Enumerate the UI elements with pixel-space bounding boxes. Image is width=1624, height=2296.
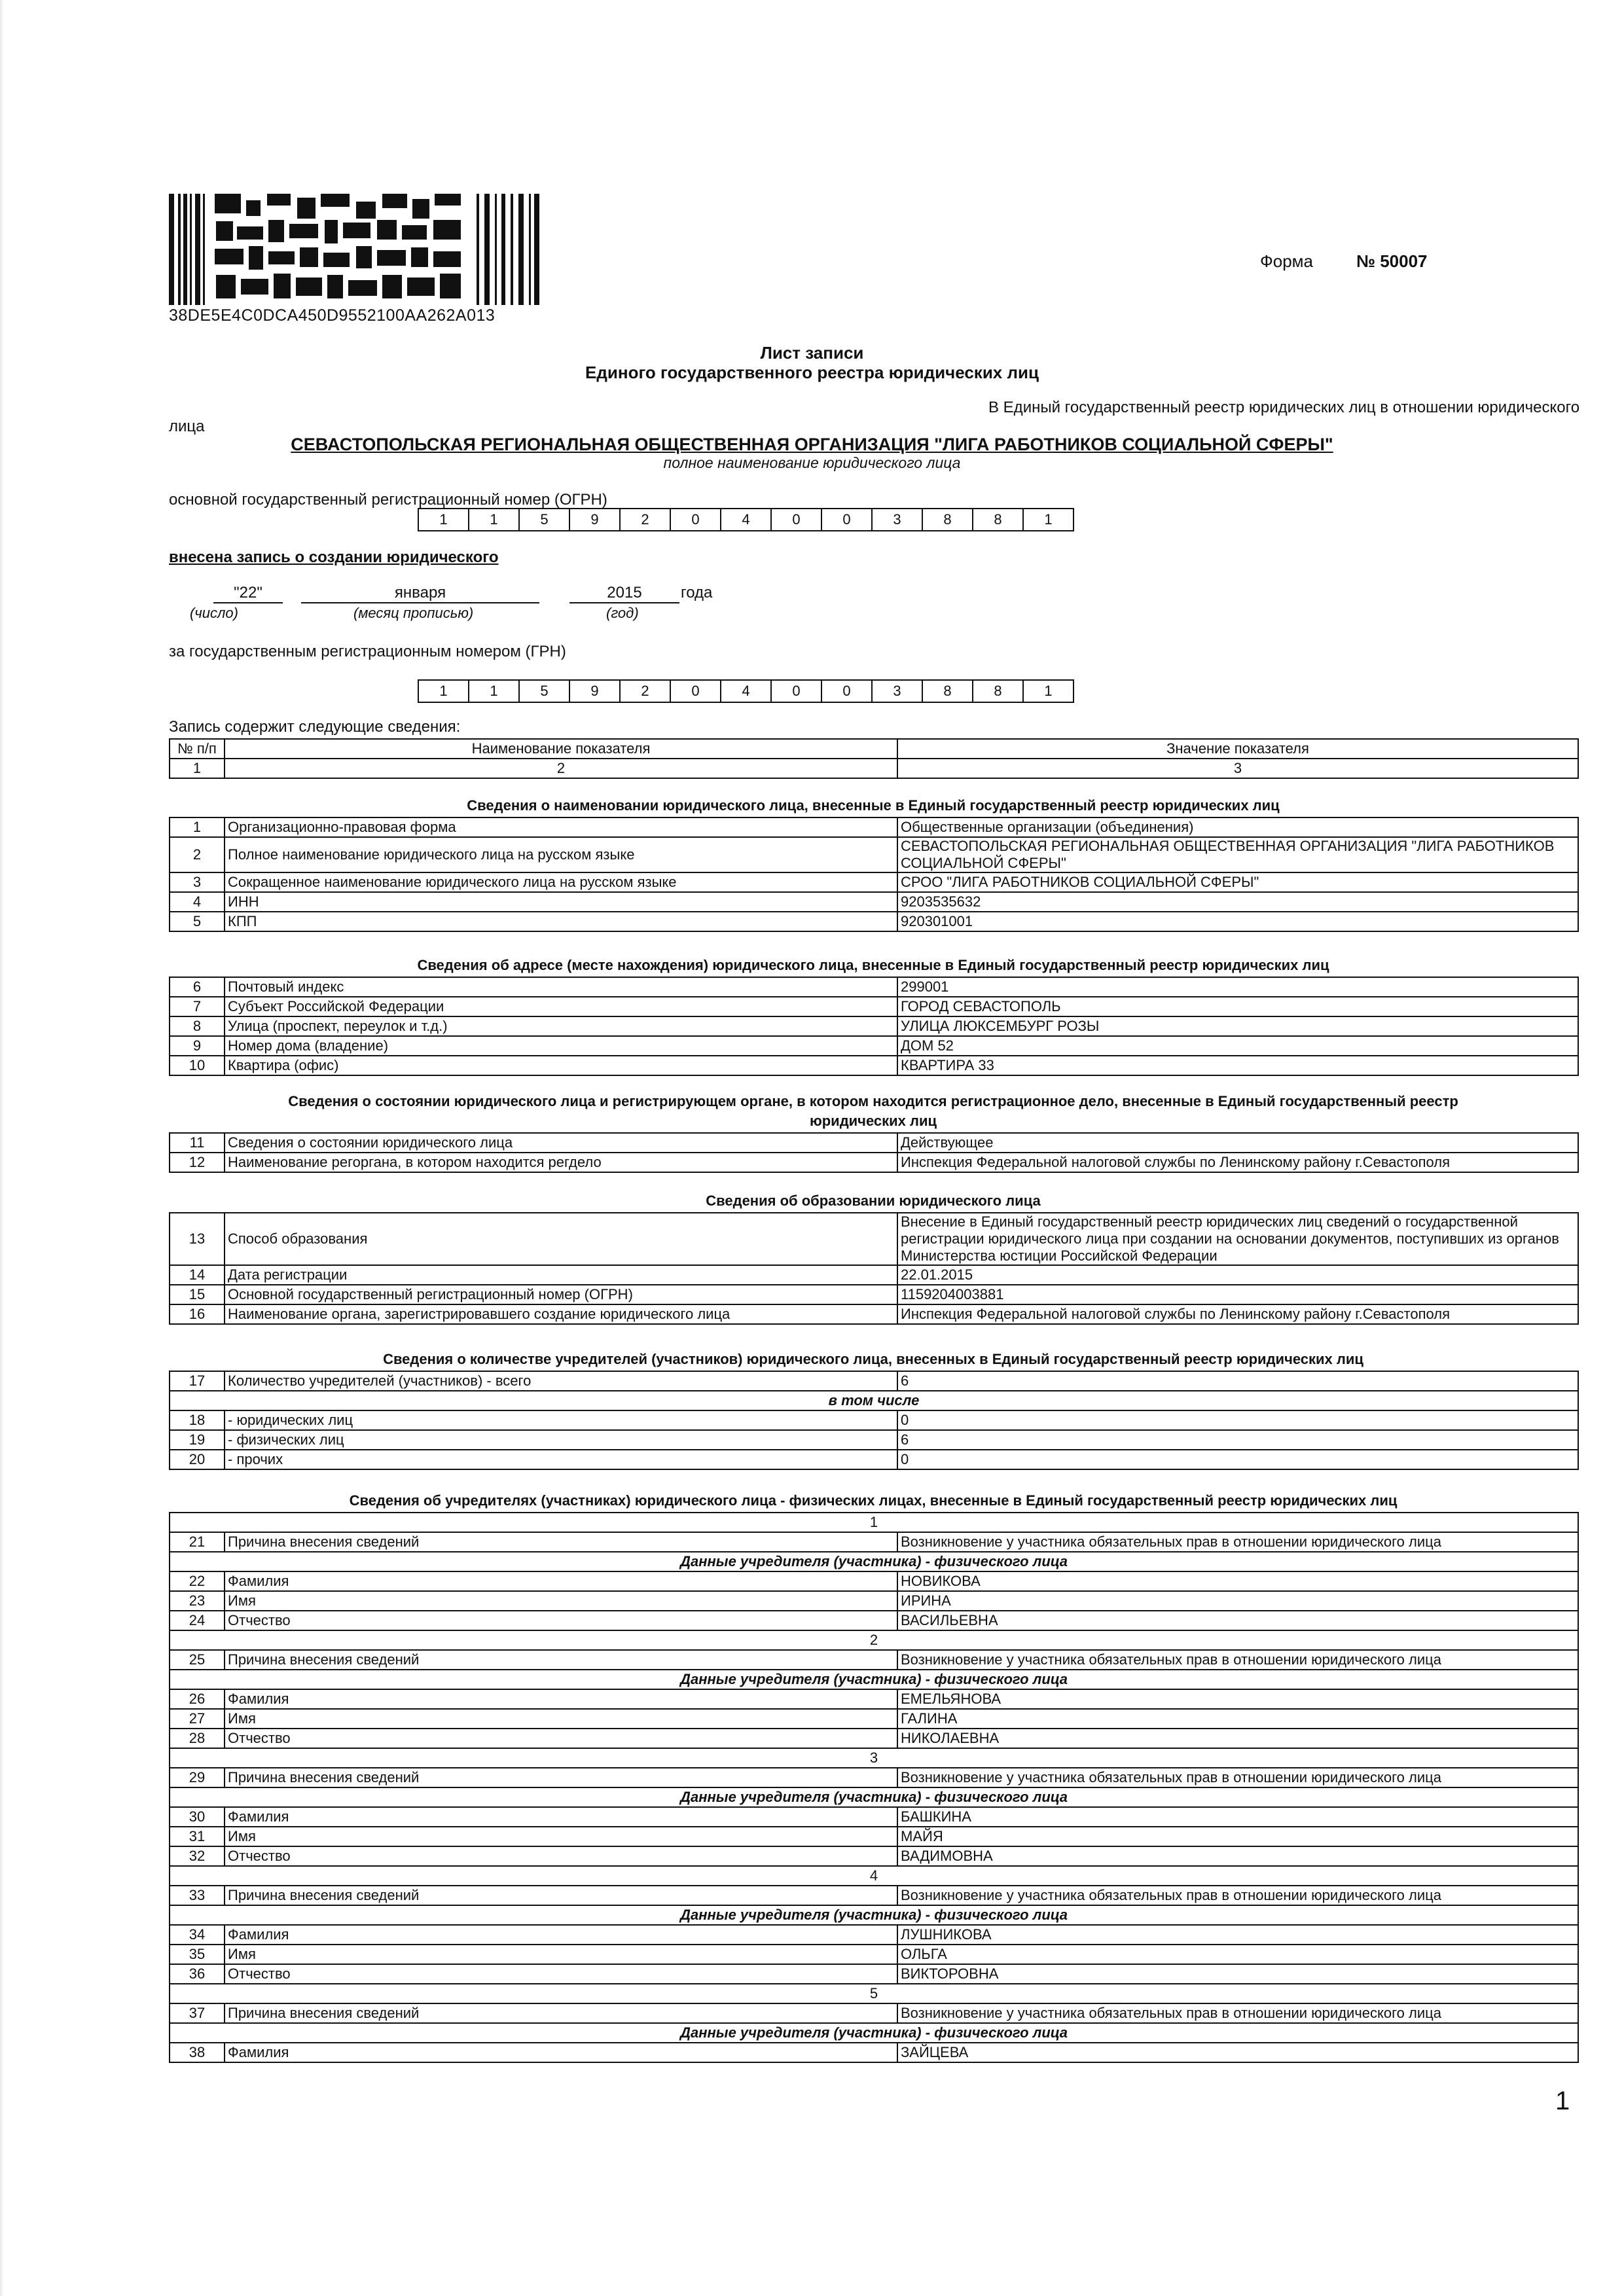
row-number: 17 [170,1371,225,1391]
founder-patronymic: ВАСИЛЬЕВНА [897,1611,1578,1630]
table-row [170,977,1578,997]
record-month: января [301,584,539,603]
table-row [170,2043,1578,2062]
founder-group-number: 3 [170,1748,1578,1768]
row-name: Имя [225,1945,897,1964]
table-row [170,892,1578,912]
month-caption: (месяц прописью) [353,605,474,621]
header-col-number: № п/п [170,739,225,759]
header-num-1: 1 [170,759,225,778]
row-name: Причина внесения сведений [225,2003,897,2023]
table-row [170,1532,1578,1552]
row-name: - прочих [225,1450,897,1469]
table-row [170,1768,1578,1787]
section-title-status-continued: юридических лиц [809,1113,937,1129]
ogrn-digit: 0 [822,509,873,530]
row-name: Субъект Российской Федерации [225,997,897,1016]
grn-digit: 0 [772,681,822,702]
row-value: 22.01.2015 [897,1265,1578,1285]
founder-patronymic: ВИКТОРОВНА [897,1964,1578,1984]
record-title: внесена запись о создании юридического [169,548,499,566]
organization-caption: полное наименование юридического лица [663,454,961,471]
record-year: 2015 [569,584,679,603]
header-col-name: Наименование показателя [225,739,897,759]
row-name: Количество учредителей (участников) - всего [225,1371,897,1391]
row-number: 12 [170,1153,225,1172]
table-row [170,1371,1578,1391]
row-number: 27 [170,1709,225,1729]
row-value: Инспекция Федеральной налоговой службы по Ленинскому району г.Севастополя [897,1153,1578,1172]
name-table [169,817,1579,932]
founder-subheader: Данные учредителя (участника) - физического лица [170,2023,1578,2043]
row-number: 18 [170,1410,225,1430]
row-value: 299001 [897,977,1578,997]
founder-group-number: 4 [170,1866,1578,1886]
table-row [170,1153,1578,1172]
row-name: Номер дома (владение) [225,1036,897,1056]
table-row [170,1650,1578,1670]
grn-digit: 0 [671,681,721,702]
row-name: Имя [225,1709,897,1729]
founder-group-number: 2 [170,1630,1578,1650]
table-row [170,1410,1578,1430]
row-number: 6 [170,977,225,997]
document-subtitle: Единого государственного реестра юридических лиц [585,363,1039,382]
row-number: 35 [170,1945,225,1964]
founder-group-number: 1 [170,1513,1578,1532]
ogrn-digit: 4 [721,509,772,530]
founder-group-number: 5 [170,1984,1578,2003]
grn-digit: 5 [520,681,570,702]
row-number: 9 [170,1036,225,1056]
row-name: Отчество [225,1729,897,1748]
form-number: № 50007 [1356,251,1428,271]
row-name: Фамилия [225,1571,897,1591]
row-name: Квартира (офис) [225,1056,897,1075]
row-number: 21 [170,1532,225,1552]
row-name: Причина внесения сведений [225,1886,897,1905]
table-row [170,1611,1578,1630]
formation-table [169,1212,1579,1325]
table-row [170,1846,1578,1866]
row-value: Возникновение у участника обязательных прав в отношении юридического лица [897,1886,1578,1905]
founder-surname: ЗАЙЦЕВА [897,2043,1578,2062]
table-row [170,1430,1578,1450]
row-name: Наименование органа, зарегистрировавшего создание юридического лица [225,1304,897,1324]
row-value: 6 [897,1430,1578,1450]
table-row [170,1689,1578,1709]
form-label: Форма [1260,251,1314,271]
row-name: КПП [225,912,897,931]
ogrn-digit: 0 [671,509,721,530]
table-row [170,817,1578,837]
row-name: Причина внесения сведений [225,1650,897,1670]
founder-subheader: Данные учредителя (участника) - физического лица [170,1905,1578,1925]
table-row [170,1056,1578,1075]
ogrn-digit: 8 [923,509,973,530]
row-number: 7 [170,997,225,1016]
row-name: Отчество [225,1846,897,1866]
row-name: Сокращенное наименование юридического лица на русском языке [225,872,897,892]
section-title-formation: Сведения об образовании юридического лица [706,1193,1041,1209]
table-row [170,1036,1578,1056]
barcode-image [169,194,539,305]
row-number: 20 [170,1450,225,1469]
row-number: 11 [170,1133,225,1153]
table-row [170,1886,1578,1905]
table-row [170,1285,1578,1304]
row-value: Возникновение у участника обязательных прав в отношении юридического лица [897,1532,1578,1552]
row-name: Наименование регоргана, в котором находится регдело [225,1153,897,1172]
row-name: Фамилия [225,1689,897,1709]
row-name: Фамилия [225,2043,897,2062]
intro-text: В Единый государственный реестр юридических лиц в отношении юридического [988,399,1580,416]
row-number: 30 [170,1807,225,1827]
grn-digit: 1 [419,681,469,702]
row-number: 15 [170,1285,225,1304]
table-row [170,1827,1578,1846]
row-number: 19 [170,1430,225,1450]
row-name: Почтовый индекс [225,977,897,997]
ogrn-digit: 1 [469,509,520,530]
founder-surname: ЕМЕЛЬЯНОВА [897,1689,1578,1709]
row-value: 6 [897,1371,1578,1391]
table-row [170,1450,1578,1469]
row-name: - физических лиц [225,1430,897,1450]
organization-full-name: СЕВАСТОПОЛЬСКАЯ РЕГИОНАЛЬНАЯ ОБЩЕСТВЕННАЯ ОРГАНИЗАЦИЯ "ЛИГА РАБОТНИКОВ СОЦИАЛЬНОЙ СФЕРЫ" [291,435,1333,454]
row-name: Основной государственный регистрационный номер (ОГРН) [225,1285,897,1304]
table-row [170,1571,1578,1591]
header-table [169,738,1579,779]
row-number: 10 [170,1056,225,1075]
header-col-value: Значение показателя [897,739,1578,759]
section-title-name: Сведения о наименовании юридического лица, внесенные в Единый государственный реестр юридических лиц [467,797,1280,814]
ogrn-digit: 1 [1044,511,1053,528]
ogrn-digit: 2 [621,509,671,530]
founder-name: ИРИНА [897,1591,1578,1611]
row-number: 16 [170,1304,225,1324]
founder-subheader: Данные учредителя (участника) - физического лица [170,1552,1578,1571]
row-name: Имя [225,1827,897,1846]
row-value: 0 [897,1410,1578,1430]
row-number: 22 [170,1571,225,1591]
grn-digit: 2 [621,681,671,702]
table-row [170,1729,1578,1748]
founder-patronymic: ВАДИМОВНА [897,1846,1578,1866]
ogrn-label: основной государственный регистрационный номер (ОГРН) [169,491,607,509]
row-value: Инспекция Федеральной налоговой службы по Ленинскому району г.Севастополя [897,1304,1578,1324]
section-title-address: Сведения об адресе (месте нахождения) юридического лица, внесенные в Единый государственный реестр юридических лиц [417,957,1329,973]
table-row [170,912,1578,931]
ogrn-digit: 5 [520,509,570,530]
page-number: 1 [1555,2087,1570,2115]
row-number: 32 [170,1846,225,1866]
section-title-founders-count: Сведения о количестве учредителей (участников) юридического лица, внесенных в Единый государственный реестр юридических лиц [383,1351,1363,1367]
grn-digit: 1 [1044,683,1053,699]
table-row [170,997,1578,1016]
row-number: 14 [170,1265,225,1285]
table-row [170,1016,1578,1036]
row-name: Фамилия [225,1807,897,1827]
table-row [170,1945,1578,1964]
section-title-founders: Сведения об учредителях (участниках) юридического лица - физических лицах, внесенные в Единый государственный реестр юридических лиц [349,1492,1398,1509]
founder-surname: БАШКИНА [897,1807,1578,1827]
row-value: Внесение в Единый государственный реестр юридических лиц сведений о государственной регистрации юридического лица при создании на основании документов, поступивших из органов Министерства юстиции Российской Федерации [897,1213,1578,1265]
row-name: Организационно-правовая форма [225,817,897,837]
address-table [169,977,1579,1076]
table-row [170,837,1578,872]
ogrn-digit: 9 [570,509,621,530]
row-value: 9203535632 [897,892,1578,912]
row-value: УЛИЦА ЛЮКСЕМБУРГ РОЗЫ [897,1016,1578,1036]
grn-digit: 9 [570,681,621,702]
row-number: 3 [170,872,225,892]
table-row [170,872,1578,892]
row-name: Дата регистрации [225,1265,897,1285]
table-row [170,1964,1578,1984]
table-row [170,1807,1578,1827]
row-name: Способ образования [225,1213,897,1265]
row-value: Возникновение у участника обязательных прав в отношении юридического лица [897,1768,1578,1787]
grn-digit: 3 [873,681,923,702]
grn-label: за государственным регистрационным номером (ГРН) [169,643,566,660]
ogrn-digit: 1 [419,509,469,530]
founder-surname: ЛУШНИКОВА [897,1925,1578,1945]
table-row [170,1265,1578,1285]
table-row [170,1133,1578,1153]
grn-digit: 8 [973,681,1024,702]
ogrn-digit: 8 [973,509,1024,530]
table-row [170,2003,1578,2023]
grn-digit: 0 [822,681,873,702]
row-value: 1159204003881 [897,1285,1578,1304]
grn-digit: 4 [721,681,772,702]
row-value: 0 [897,1450,1578,1469]
row-number: 31 [170,1827,225,1846]
row-name: ИНН [225,892,897,912]
row-number: 34 [170,1925,225,1945]
row-number: 26 [170,1689,225,1709]
status-table [169,1132,1579,1173]
intro-text-continued: лица [169,418,205,435]
ogrn-digit: 0 [772,509,822,530]
founder-subheader: Данные учредителя (участника) - физического лица [170,1787,1578,1807]
table-row [170,1925,1578,1945]
grn-digit: 8 [923,681,973,702]
founders-count-table [169,1371,1579,1470]
row-number: 25 [170,1650,225,1670]
row-value: ДОМ 52 [897,1036,1578,1056]
row-name: - юридических лиц [225,1410,897,1430]
founder-name: ГАЛИНА [897,1709,1578,1729]
grn-digit-boxes [418,679,1074,703]
row-name: Полное наименование юридического лица на русском языке [225,837,897,872]
row-name: Имя [225,1591,897,1611]
row-number: 4 [170,892,225,912]
founder-surname: НОВИКОВА [897,1571,1578,1591]
founders-table [169,1512,1579,2063]
year-caption: (год) [606,605,639,621]
header-num-2: 2 [225,759,897,778]
row-number: 5 [170,912,225,931]
row-name: Сведения о состоянии юридического лица [225,1133,897,1153]
row-name: Фамилия [225,1925,897,1945]
row-value: Возникновение у участника обязательных прав в отношении юридического лица [897,1650,1578,1670]
row-value: Общественные организации (объединения) [897,817,1578,837]
row-number: 24 [170,1611,225,1630]
row-name: Причина внесения сведений [225,1532,897,1552]
grn-digit: 1 [469,681,520,702]
founder-subheader: Данные учредителя (участника) - физического лица [170,1670,1578,1689]
row-name: Отчество [225,1964,897,1984]
founder-patronymic: НИКОЛАЕВНА [897,1729,1578,1748]
row-name: Улица (проспект, переулок и т.д.) [225,1016,897,1036]
row-number: 36 [170,1964,225,1984]
table-row [170,1709,1578,1729]
row-number: 23 [170,1591,225,1611]
row-value: СЕВАСТОПОЛЬСКАЯ РЕГИОНАЛЬНАЯ ОБЩЕСТВЕННАЯ ОРГАНИЗАЦИЯ "ЛИГА РАБОТНИКОВ СОЦИАЛЬНОЙ СФЕРЫ" [897,837,1578,872]
contains-label: Запись содержит следующие сведения: [169,718,461,736]
founder-name: ОЛЬГА [897,1945,1578,1964]
row-value: Действующее [897,1133,1578,1153]
row-value: СРОО "ЛИГА РАБОТНИКОВ СОЦИАЛЬНОЙ СФЕРЫ" [897,872,1578,892]
row-number: 1 [170,817,225,837]
row-number: 28 [170,1729,225,1748]
record-year-word: года [681,584,713,601]
row-value: КВАРТИРА 33 [897,1056,1578,1075]
subheader-including: в том числе [170,1391,1578,1410]
barcode-text: 38DE5E4C0DCA450D9552100AA262A013 [169,306,496,325]
row-number: 29 [170,1768,225,1787]
record-day: "22" [213,584,283,603]
row-number: 33 [170,1886,225,1905]
row-number: 2 [170,837,225,872]
row-name: Отчество [225,1611,897,1630]
table-row [170,1591,1578,1611]
table-row [170,1304,1578,1324]
row-value: ГОРОД СЕВАСТОПОЛЬ [897,997,1578,1016]
founder-name: МАЙЯ [897,1827,1578,1846]
row-value: Возникновение у участника обязательных прав в отношении юридического лица [897,2003,1578,2023]
document-title: Лист записи [760,343,864,363]
header-num-3: 3 [897,759,1578,778]
ogrn-digit-boxes [418,508,1074,531]
row-name: Причина внесения сведений [225,1768,897,1787]
table-row [170,1213,1578,1265]
row-number: 37 [170,2003,225,2023]
row-number: 38 [170,2043,225,2062]
day-caption: (число) [190,605,238,621]
ogrn-digit: 3 [873,509,923,530]
row-value: 920301001 [897,912,1578,931]
section-title-status: Сведения о состоянии юридического лица и регистрирующем органе, в котором находится регистрационное дело, внесенные в Единый государственный реестр [288,1093,1458,1109]
row-number: 8 [170,1016,225,1036]
row-number: 13 [170,1213,225,1265]
